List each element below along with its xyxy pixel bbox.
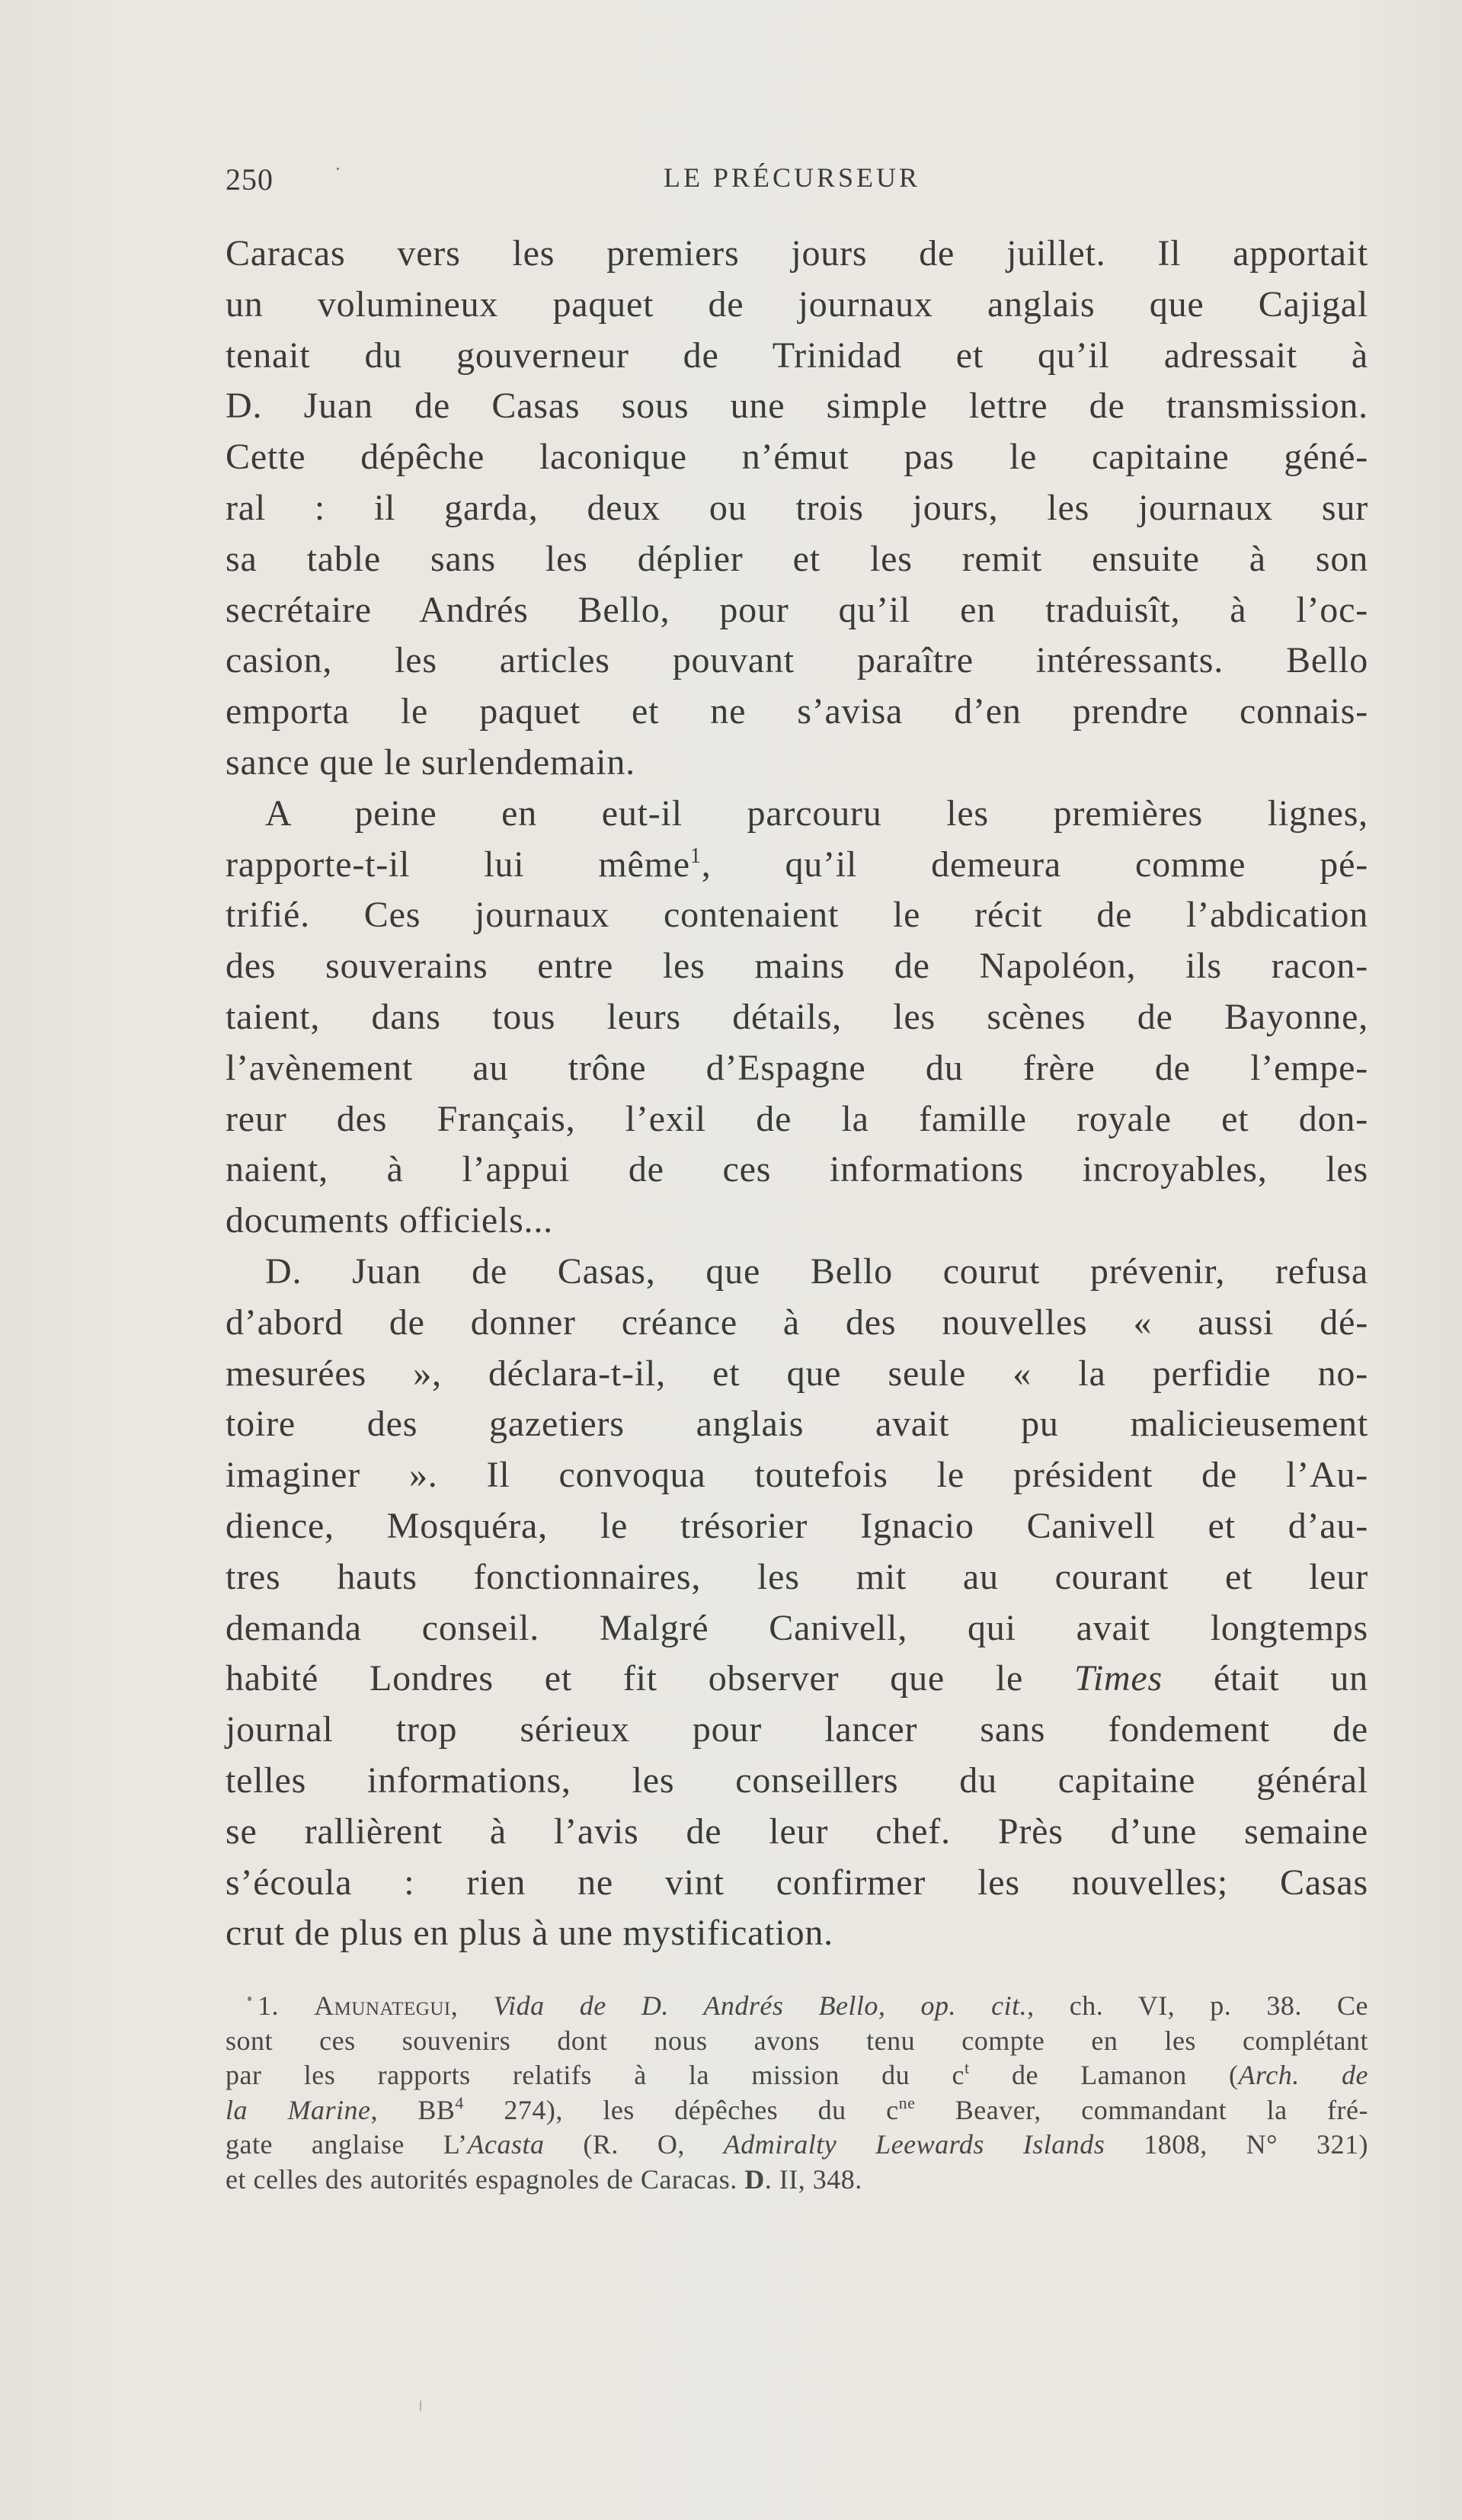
text-line: crut de plus en plus à une mystification.: [226, 1913, 833, 1954]
text-line: dience, Mosquéra, le trésorier Ignacio Canivell et d’au-: [226, 1505, 1368, 1546]
text-line: journal trop sérieux pour lancer sans fondement de: [226, 1709, 1368, 1750]
print-speck: [420, 2400, 421, 2411]
print-speck: [337, 168, 339, 170]
text-line: des souverains entre les mains de Napoléon, ils racon-: [226, 946, 1368, 987]
footnote-text: par les rapports relatifs à la mission du c: [226, 2060, 965, 2091]
footnote-reference[interactable]: 1: [689, 844, 702, 868]
text-line: taient, dans tous leurs détails, les scènes de Bayonne,: [226, 996, 1368, 1037]
page-number: 250: [226, 162, 274, 197]
text-line: sa table sans les déplier et les remit ensuite à son: [226, 538, 1368, 579]
footnote-line: sont ces souvenirs dont nous avons tenu compte en les complétant: [226, 2025, 1368, 2056]
footnote-superscript: ne: [898, 2093, 916, 2112]
text-line: telles informations, les conseillers du capitaine général: [226, 1760, 1368, 1801]
text-fragment: était un: [1163, 1658, 1368, 1699]
footnote-line: [226, 2093, 1368, 2128]
footnote-line: [226, 2128, 1368, 2163]
footnote: [226, 1989, 1368, 2198]
footnote-text: et celles des autorités espagnoles de Caracas.: [226, 2163, 745, 2195]
text-line-with-italic: [226, 1654, 1368, 1705]
footnote-bold: D: [744, 2163, 765, 2195]
footnote-superscript: t: [965, 2058, 970, 2078]
text-line: ral : il garda, deux ou trois jours, les journaux sur: [226, 487, 1368, 528]
footnote-text: 274), les dépêches du c: [463, 2094, 899, 2125]
text-line: mesurées », déclara-t-il, et que seule « la perfidie no-: [226, 1353, 1368, 1394]
text-line: D. Juan de Casas, que Bello courut prévenir, refusa: [265, 1250, 1368, 1292]
text-line: imaginer ». Il convoqua toutefois le président de l’Au-: [226, 1455, 1368, 1496]
footnote-number: 1.: [258, 1990, 279, 2021]
footnote-text: 1808, N° 321): [1105, 2129, 1369, 2160]
running-head: [226, 162, 1345, 207]
running-title: LE PRÉCURSEUR: [664, 162, 921, 193]
footnote-text: , ch. VI, p. 38. Ce: [1027, 1990, 1369, 2021]
text-line: s’écoula : rien ne vint confirmer les nouvelles; Casas: [226, 1862, 1368, 1903]
footnote-superscript: 4: [455, 2093, 464, 2112]
footnote-line: [226, 2058, 1368, 2093]
text-line: emporta le paquet et ne s’avisa d’en prendre connais-: [226, 691, 1368, 732]
text-line: Cette dépêche laconique n’émut pas le capitaine géné-: [226, 437, 1368, 478]
footnote-text: , BB: [370, 2094, 456, 2125]
text-line: casion, les articles pouvant paraître intéressants. Bello: [226, 640, 1368, 681]
text-line: documents officiels...: [226, 1200, 553, 1241]
body-text: [226, 229, 1368, 1959]
footnote-text: Beaver, commandant la fré-: [915, 2094, 1368, 2125]
text-line: secrétaire Andrés Bello, pour qu’il en traduisît, à l’oc-: [226, 589, 1368, 630]
text-line: l’avènement au trône d’Espagne du frère de l’empe-: [226, 1047, 1368, 1088]
footnote-italic: Arch. de: [1238, 2060, 1368, 2091]
text-line: demanda conseil. Malgré Canivell, qui avait longtemps: [226, 1607, 1368, 1648]
text-line: tres hauts fonctionnaires, les mit au courant et leur: [226, 1556, 1368, 1597]
footnote-author: Amunategui: [314, 1990, 451, 2021]
text-line: A peine en eut-il parcouru les premières lignes,: [265, 793, 1368, 834]
text-line: trifié. Ces journaux contenaient le récit de l’abdication: [226, 895, 1368, 936]
footnote-text: de Lamanon (: [969, 2060, 1239, 2091]
newspaper-title: Times: [1073, 1658, 1163, 1699]
text-line: toire des gazetiers anglais avait pu malicieusement: [226, 1404, 1368, 1445]
text-line: un volumineux paquet de journaux anglais que Cajigal: [226, 283, 1368, 325]
text-line: se rallièrent à l’avis de leur chef. Près d’une semaine: [226, 1811, 1368, 1852]
footnote-line: 1. Amunategui, Vida de D. Andrés Bello, op. cit., ch. VI, p. 38. Ce: [258, 1990, 1369, 2021]
footnote-italic: la Marine: [226, 2094, 371, 2125]
text-line: D. Juan de Casas sous une simple lettre de transmission.: [226, 386, 1368, 427]
text-line-with-footnote: [226, 840, 1368, 891]
footnote-italic: Admiralty Leewards Islands: [723, 2129, 1105, 2160]
text-line: Caracas vers les premiers jours de juillet. Il apportait: [226, 233, 1368, 274]
footnote-work-title: Vida de D. Andrés Bello, op. cit.: [493, 1990, 1028, 2021]
text-fragment: , qu’il demeura comme pé-: [701, 844, 1368, 885]
text-line: sance que le surlendemain.: [226, 741, 635, 783]
footnote-italic: Acasta: [467, 2129, 545, 2160]
text-fragment: habité Londres et fit observer que le: [226, 1658, 1074, 1699]
footnote-text: gate anglaise L’: [226, 2129, 468, 2160]
text-line: tenait du gouverneur de Trinidad et qu’il adressait à: [226, 335, 1368, 376]
footnote-text: (R. O,: [544, 2129, 724, 2160]
text-line: d’abord de donner créance à des nouvelles « aussi dé-: [226, 1302, 1368, 1343]
footnote-text: . II, 348.: [764, 2163, 862, 2195]
text-fragment: rapporte-t-il lui même: [226, 844, 690, 885]
footnote-line: [226, 2163, 1368, 2198]
text-line: naient, à l’appui de ces informations incroyables, les: [226, 1149, 1368, 1190]
text-line: reur des Français, l’exil de la famille royale et don-: [226, 1098, 1368, 1139]
